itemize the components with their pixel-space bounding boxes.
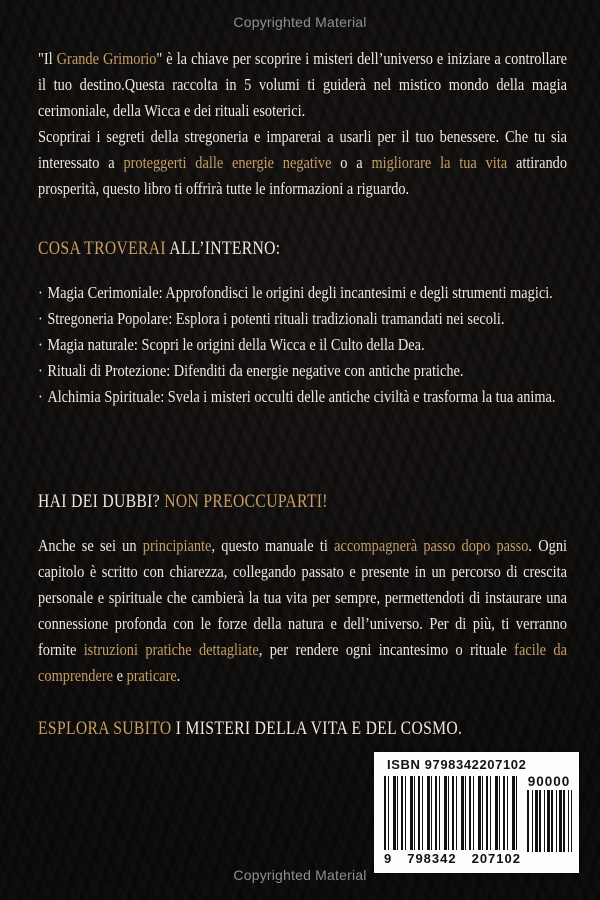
text-run: , questo manuale ti xyxy=(211,536,335,555)
bullet-text: Rituali di Protezione: Difenditi da energie negative con antiche pratiche. xyxy=(47,361,464,380)
text-run: . xyxy=(176,666,181,685)
text-run: attirando prosperità, questo libro ti offrirà tutte le informazioni a riguardo. xyxy=(38,153,568,198)
price-barcode-icon xyxy=(527,790,572,852)
bullet-icon: · xyxy=(38,335,43,354)
text-run: o a xyxy=(331,153,372,172)
highlight-practice: praticare xyxy=(126,666,177,685)
heading-accent: ESPLORA SUBITO xyxy=(38,719,176,739)
intro-paragraph-1 xyxy=(38,46,567,124)
bullet-icon: · xyxy=(38,283,43,302)
text-run: Scoprirai i segreti della stregoneria e imparerai a usarli per il tuo benessere. Che tu sia interessato a xyxy=(38,127,567,172)
bullet-text: Stregoneria Popolare: Esplora i potenti rituali tradizionali tramandati nei secoli. xyxy=(47,309,505,328)
bullet-icon: · xyxy=(38,361,43,380)
highlight-easy-to-understand: facile da comprendere xyxy=(38,640,567,685)
highlight-improve-life: migliorare la tua vita xyxy=(371,153,508,172)
call-to-action xyxy=(38,716,567,742)
bullet-text: Alchimia Spirituale: Svela i misteri occulti delle antiche civiltà e trasforma la tua anima. xyxy=(47,387,556,406)
copyright-notice-bottom: Copyrighted Material xyxy=(233,867,367,883)
ean-barcode-icon xyxy=(384,776,519,850)
list-item xyxy=(38,306,567,332)
list-item xyxy=(38,384,567,410)
ean-digit-group: 9 xyxy=(384,851,393,866)
list-item xyxy=(38,358,567,384)
outro-paragraph xyxy=(38,533,567,689)
text-run: "Il xyxy=(38,49,57,68)
heading-rest: ALL’INTERNO: xyxy=(169,239,281,259)
text-run: " è la chiave per scoprire i misteri dell’universo e iniziare a controllare il tuo destino.Questa raccolta in 5 volumi ti guiderà nel mistico mondo della magia cerimoniale, della Wicca e dei rituali esoterici. xyxy=(38,49,567,120)
text-run: Anche se sei un xyxy=(38,536,143,555)
bullet-icon: · xyxy=(38,387,43,406)
ean-digit-group: 798342 xyxy=(407,851,457,866)
contents-bullet-list xyxy=(38,280,567,410)
text-run: . Ogni capitolo è scritto con chiarezza, collegando passato e presente in un percorso di crescita personale e spirituale che cambierà la tua vita per sempre, permettendoti di instaurare una connessione profonda con le forze della natura e dell’universo. Per di più, ti verranno fornite xyxy=(38,536,568,659)
bullet-icon: · xyxy=(38,309,43,328)
heading-accent: COSA TROVERAI xyxy=(38,239,170,259)
bullet-text: Magia Cerimoniale: Approfondisci le origini degli incantesimi e degli strumenti magici. xyxy=(47,283,553,302)
highlight-practical-instructions: istruzioni pratiche dettagliate xyxy=(83,640,259,659)
heading-rest: HAI DEI DUBBI? xyxy=(38,492,165,512)
bullet-text: Magia naturale: Scopri le origini della Wicca e il Culto della Dea. xyxy=(47,335,425,354)
ean-digits xyxy=(384,851,521,866)
section-heading-contents xyxy=(38,236,567,262)
copyright-notice-top: Copyrighted Material xyxy=(233,14,367,30)
heading-rest: I MISTERI DELLA VITA E DEL COSMO. xyxy=(175,719,463,739)
price-code-label: 90000 xyxy=(527,774,571,789)
barcode-panel xyxy=(374,752,579,873)
intro-paragraph-2 xyxy=(38,124,567,202)
highlight-beginner: principiante xyxy=(142,536,212,555)
ean-digit-group: 207102 xyxy=(471,851,521,866)
highlight-step-by-step: accompagnerà passo dopo passo xyxy=(334,536,529,555)
highlight-book-title: Grande Grimorio xyxy=(56,49,157,68)
list-item xyxy=(38,280,567,306)
highlight-protection: proteggerti dalle energie negative xyxy=(123,153,332,172)
isbn-label: ISBN 9798342207102 xyxy=(387,757,527,772)
text-run: , per rendere ogni incantesimo o rituale xyxy=(258,640,515,659)
text-run: e xyxy=(113,666,127,685)
heading-accent: NON PREOCCUPARTI! xyxy=(164,492,328,512)
section-heading-doubts xyxy=(38,489,567,515)
list-item xyxy=(38,332,567,358)
